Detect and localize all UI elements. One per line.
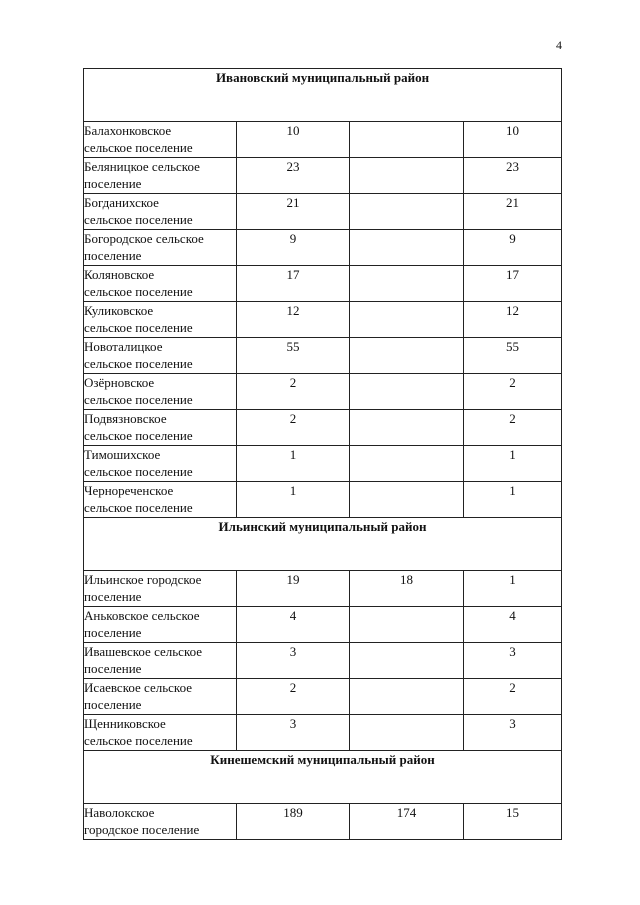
value-cell-3: 2 [464,374,562,410]
value-cell-3: 3 [464,715,562,751]
table-row [84,338,562,374]
settlement-name-line: поселение [84,625,142,640]
total-cell: 1 [237,482,350,518]
value-cell-2 [350,410,464,446]
value-cell-2 [350,374,464,410]
settlement-name-cell [84,266,237,302]
settlement-name-line: Щенниковское [84,716,166,731]
table-row [84,482,562,518]
value-cell-2 [350,158,464,194]
settlement-name-cell [84,679,237,715]
total-cell: 2 [237,410,350,446]
settlement-name-line: Богородское сельское [84,231,204,246]
settlement-name-line: сельское поселение [84,356,193,371]
settlement-name-line: Подвязновское [84,411,167,426]
total-cell: 9 [237,230,350,266]
table-row [84,607,562,643]
value-cell-3: 1 [464,482,562,518]
table-row [84,122,562,158]
settlement-name-line: поселение [84,589,142,604]
settlement-name-line: Богданихское [84,195,159,210]
value-cell-2: 174 [350,804,464,840]
settlement-name-line: поселение [84,248,142,263]
value-cell-2 [350,266,464,302]
value-cell-3: 2 [464,410,562,446]
table-row [84,158,562,194]
value-cell-2 [350,482,464,518]
value-cell-3: 9 [464,230,562,266]
value-cell-2 [350,122,464,158]
value-cell-3: 2 [464,679,562,715]
settlement-name-line: Озёрновское [84,375,155,390]
district-title: Кинешемский муниципальный район [84,751,562,804]
table-row [84,266,562,302]
value-cell-3: 21 [464,194,562,230]
value-cell-3: 4 [464,607,562,643]
settlement-name-cell [84,446,237,482]
section-header-row [84,751,562,804]
table-row [84,302,562,338]
total-cell: 21 [237,194,350,230]
value-cell-2 [350,679,464,715]
table-row [84,715,562,751]
total-cell: 10 [237,122,350,158]
settlement-name-line: сельское поселение [84,500,193,515]
value-cell-2 [350,607,464,643]
table-row [84,374,562,410]
settlement-name-line: Коляновское [84,267,155,282]
settlement-name-line: Наволокское [84,805,155,820]
table-row [84,194,562,230]
district-title: Ильинский муниципальный район [84,518,562,571]
value-cell-3: 3 [464,643,562,679]
settlement-name-line: Новоталицкое [84,339,163,354]
settlement-name-cell [84,194,237,230]
value-cell-2 [350,338,464,374]
value-cell-3: 55 [464,338,562,374]
total-cell: 1 [237,446,350,482]
settlement-name-line: сельское поселение [84,320,193,335]
value-cell-3: 12 [464,302,562,338]
settlement-name-line: Ивашевское сельское [84,644,203,659]
district-title: Ивановский муниципальный район [84,69,562,122]
settlement-name-line: поселение [84,697,142,712]
settlement-name-line: Ильинское городское [84,572,202,587]
settlement-name-cell [84,607,237,643]
value-cell-2: 18 [350,571,464,607]
value-cell-2 [350,194,464,230]
value-cell-2 [350,446,464,482]
total-cell: 23 [237,158,350,194]
total-cell: 3 [237,643,350,679]
total-cell: 189 [237,804,350,840]
total-cell: 17 [237,266,350,302]
settlement-name-cell [84,230,237,266]
settlement-name-line: Аньковское сельское [84,608,200,623]
table-row [84,643,562,679]
value-cell-2 [350,302,464,338]
total-cell: 2 [237,679,350,715]
table-row [84,446,562,482]
settlement-name-line: сельское поселение [84,733,193,748]
total-cell: 12 [237,302,350,338]
value-cell-2 [350,230,464,266]
table-row [84,571,562,607]
total-cell: 55 [237,338,350,374]
value-cell-3: 17 [464,266,562,302]
settlement-name-cell [84,158,237,194]
table-row [84,804,562,840]
settlement-name-line: городское поселение [84,822,200,837]
settlement-name-cell [84,643,237,679]
settlement-name-line: Куликовское [84,303,154,318]
settlement-name-line: сельское поселение [84,140,193,155]
value-cell-3: 1 [464,571,562,607]
settlement-name-line: Балахонковское [84,123,172,138]
settlement-name-cell [84,338,237,374]
settlement-name-line: Чернореченское [84,483,174,498]
settlement-name-cell [84,122,237,158]
table-body [84,69,562,840]
settlement-name-cell [84,804,237,840]
settlement-name-cell [84,571,237,607]
settlement-name-line: сельское поселение [84,392,193,407]
total-cell: 19 [237,571,350,607]
settlement-name-line: Исаевское сельское [84,680,192,695]
settlement-name-line: Беляницкое сельское [84,159,200,174]
settlement-name-cell [84,715,237,751]
value-cell-2 [350,643,464,679]
table-row [84,679,562,715]
total-cell: 4 [237,607,350,643]
settlement-name-line: поселение [84,176,142,191]
settlement-name-cell [84,482,237,518]
total-cell: 3 [237,715,350,751]
value-cell-3: 23 [464,158,562,194]
settlement-name-line: сельское поселение [84,464,193,479]
section-header-row [84,69,562,122]
value-cell-3: 10 [464,122,562,158]
section-header-row [84,518,562,571]
settlement-name-cell [84,374,237,410]
settlement-name-cell [84,302,237,338]
settlement-name-line: поселение [84,661,142,676]
settlement-name-line: сельское поселение [84,212,193,227]
settlement-name-line: сельское поселение [84,428,193,443]
table-row [84,410,562,446]
total-cell: 2 [237,374,350,410]
settlements-table [83,68,562,840]
value-cell-3: 15 [464,804,562,840]
settlement-name-line: Тимошихское [84,447,161,462]
settlement-name-cell [84,410,237,446]
value-cell-3: 1 [464,446,562,482]
settlement-name-line: сельское поселение [84,284,193,299]
value-cell-2 [350,715,464,751]
table-row [84,230,562,266]
page-number: 4 [556,38,562,52]
